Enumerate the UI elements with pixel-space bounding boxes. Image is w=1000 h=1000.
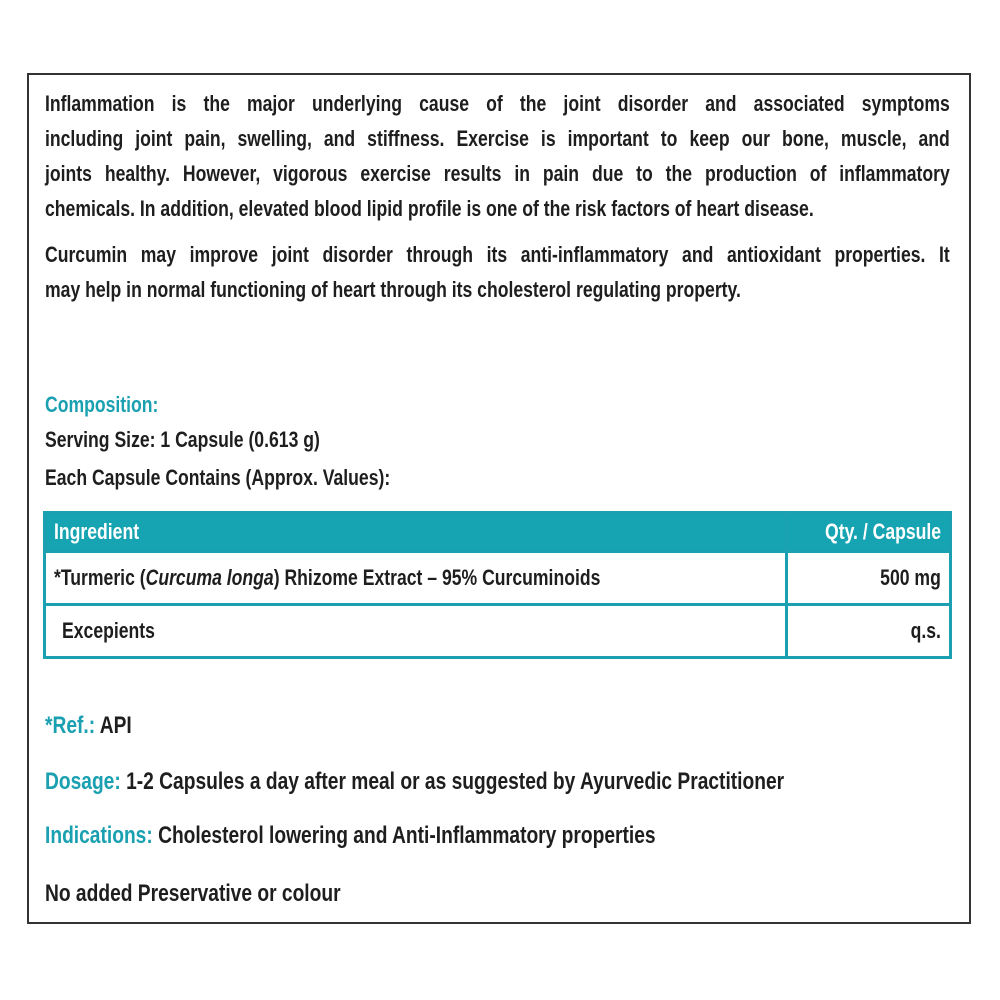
dosage-line: Dosage: 1-2 Capsules a day after meal or as suggested by Ayurvedic Practitioner: [45, 768, 785, 795]
ingredient-qty: q.s.: [910, 618, 941, 643]
intro-line: chemicals. In addition, elevated blood lipid profile is one of the risk factors of heart disease.: [45, 196, 814, 221]
intro-line: Curcumin may improve joint disorder through its anti-inflammatory and antioxidant properties. It: [45, 242, 950, 267]
table-header-row: [45, 513, 951, 552]
ingredients-table: [43, 511, 952, 659]
intro-line: joints healthy. However, vigorous exercise results in pain due to the production of inflammatory: [45, 161, 950, 186]
intro-line: may help in normal functioning of heart through its cholesterol regulating property.: [45, 277, 741, 302]
ref-line: *Ref.: API: [45, 712, 132, 739]
indications-line: Indications: Cholesterol lowering and Anti-Inflammatory properties: [45, 822, 656, 849]
composition-heading: Composition:: [45, 392, 159, 417]
header-qty: Qty. / Capsule: [824, 519, 941, 544]
ingredient-name: Excepients: [62, 618, 155, 643]
intro-line: including joint pain, swelling, and stiffness. Exercise is important to keep our bone, muscle, and: [45, 126, 950, 151]
ingredient-name: *Turmeric (Curcuma longa) Rhizome Extract – 95% Curcuminoids: [54, 565, 601, 590]
intro-line: Inflammation is the major underlying cause of the joint disorder and associated symptoms: [45, 91, 950, 116]
table-row: [45, 552, 951, 605]
header-ingredient: Ingredient: [54, 519, 140, 544]
preservative-note: No added Preservative or colour: [45, 880, 341, 907]
serving-size: Serving Size: 1 Capsule (0.613 g): [45, 427, 320, 452]
each-capsule-contains: Each Capsule Contains (Approx. Values):: [45, 465, 391, 490]
table-row: [45, 605, 951, 658]
ingredient-qty: 500 mg: [880, 565, 941, 590]
